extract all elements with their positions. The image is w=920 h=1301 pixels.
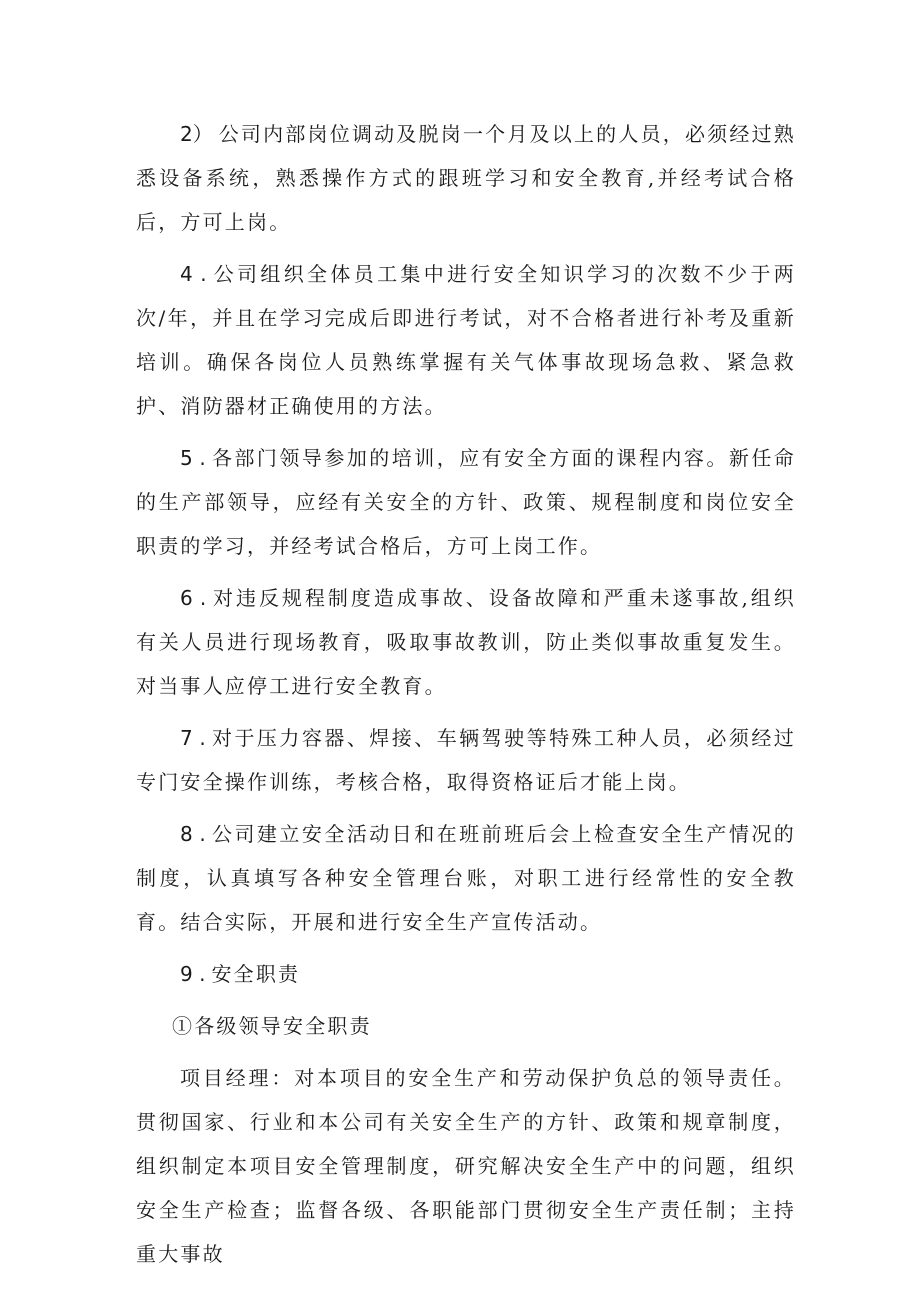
paragraph-number: 2） <box>180 122 213 146</box>
paragraph-text: 对违反规程制度造成事故、设备故障和严重未遂事故,组织有关人员进行现场教育，吸取事故教训，防止类似事故重复发生。对当事人应停工进行安全教育。 <box>136 586 796 698</box>
paragraph-item-7 <box>136 716 796 804</box>
subheading-leader-duties <box>136 1004 796 1048</box>
document-page <box>136 112 796 1284</box>
paragraph-text: 对于压力容器、焊接、车辆驾驶等特殊工种人员，必须经过专门安全操作训练，考核合格，取得资格证后才能上岗。 <box>136 726 796 794</box>
paragraph-item-6 <box>136 576 796 708</box>
paragraph-text: 各部门领导参加的培训，应有安全方面的课程内容。新任命的生产部领导，应经有关安全的方针、政策、规程制度和岗位安全职责的学习，并经考试合格后，方可上岗工作。 <box>136 446 796 558</box>
paragraph-text: 安全职责 <box>211 962 301 986</box>
paragraph-number: 9 . <box>180 962 206 986</box>
paragraph-project-manager <box>136 1056 796 1276</box>
paragraph-text: 项目经理：对本项目的安全生产和劳动保护负总的领导责任。贯彻国家、行业和本公司有关安全生产的方针、政策和规章制度，组织制定本项目安全管理制度，研究解决安全生产中的问题，组织安全生产检查；监督各级、各职能部门贯彻安全生产责任制；主持重大事故 <box>136 1066 796 1266</box>
paragraph-item-2 <box>136 112 796 244</box>
paragraph-text: 公司组织全体员工集中进行安全知识学习的次数不少于两次/年，并且在学习完成后即进行考试，对不合格者进行补考及重新培训。确保各岗位人员熟练掌握有关气体事故现场急救、紧急救护、消防器材正确使用的方法。 <box>136 262 796 418</box>
paragraph-item-8 <box>136 812 796 944</box>
paragraph-item-4 <box>136 252 796 428</box>
paragraph-text: ①各级领导安全职责 <box>172 1014 372 1038</box>
paragraph-number: 4 . <box>180 262 207 286</box>
paragraph-text: 公司建立安全活动日和在班前班后会上检查安全生产情况的制度，认真填写各种安全管理台账，对职工进行经常性的安全教育。结合实际，开展和进行安全生产宣传活动。 <box>136 822 796 934</box>
paragraph-number: 8 . <box>180 822 206 846</box>
section-heading-safety-duties <box>136 952 796 996</box>
paragraph-number: 5 . <box>180 446 206 470</box>
paragraph-text: 公司内部岗位调动及脱岗一个月及以上的人员，必须经过熟悉设备系统，熟悉操作方式的跟班学习和安全教育,并经考试合格后，方可上岗。 <box>136 122 796 234</box>
paragraph-item-5 <box>136 436 796 568</box>
paragraph-number: 7 . <box>180 726 206 750</box>
paragraph-number: 6 . <box>180 586 207 610</box>
